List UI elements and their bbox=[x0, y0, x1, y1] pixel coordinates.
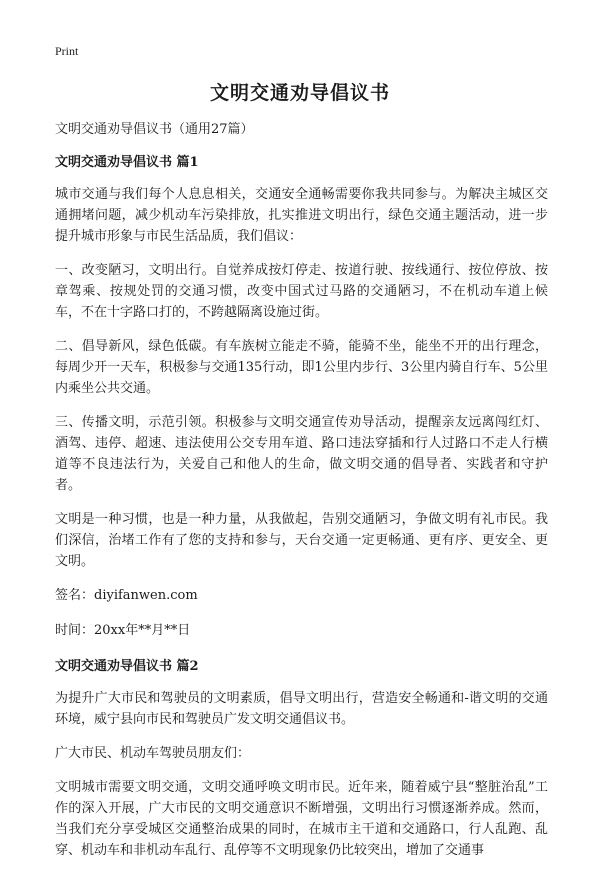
document-body bbox=[55, 118, 548, 874]
document-title: 文明交通劝导倡议书 bbox=[209, 82, 390, 104]
section-heading: 文明交通劝导倡议书 篇2 bbox=[55, 659, 199, 674]
paragraph: 一、改变陋习，文明出行。自觉养成按灯停走、按道行驶、按线通行、按位停放、按章驾乘、按规处罚的交通习惯，改变中国式过马路的交通陋习，不在机动车道上候车，不在十字路口打的，不跨越隔离设施过街。 bbox=[55, 263, 548, 320]
paragraph: 为提升广大市民和驾驶员的文明素质，倡导文明出行，营造安全畅通和-谐文明的交通环境，威宁县向市民和驾驶员广发文明交通倡议书。 bbox=[55, 691, 548, 727]
paragraph: 三、传播文明，示范引领。积极参与文明交通宣传劝导活动，提醒亲友远离闯红灯、酒驾、违停、超速、违法使用公交专用车道、路口违法穿插和行人过路口不走人行横道等不良违法行为，关爱自己和他人的生命，做文明交通的倡导者、实践者和守护者。 bbox=[55, 415, 548, 493]
signature-line: 签名：diyifanwen.com bbox=[55, 588, 198, 603]
paragraph: 文明是一种习惯，也是一种力量，从我做起，告别交通陋习，争做文明有礼市民。我们深信，治堵工作有了您的支持和参与，天台交通一定更畅通、更有序、更安全、更文明。 bbox=[55, 512, 548, 569]
salutation: 广大市民、机动车驾驶员朋友们： bbox=[55, 746, 251, 761]
paragraph: 二、倡导新风，绿色低碳。有车族树立能走不骑，能骑不坐，能坐不开的出行理念，每周少开一天车，积极参与交通135行动，即1公里内步行、3公里内骑自行车、5公里内乘坐公共交通。 bbox=[55, 339, 548, 396]
section-heading: 文明交通劝导倡议书 篇1 bbox=[55, 155, 199, 170]
document-subtitle: 文明交通劝导倡议书（通用27篇） bbox=[55, 122, 254, 137]
date-line: 时间：20xx年**月**日 bbox=[55, 623, 191, 638]
print-link[interactable]: Print bbox=[55, 44, 79, 58]
paragraph: 城市交通与我们每个人息息相关，交通安全通畅需要你我共同参与。为解决主城区交通拥堵问题，减少机动车污染排放，扎实推进文明出行，绿色交通主题活动，进一步提升城市形象与市民生活品质，我们倡议： bbox=[55, 187, 548, 244]
paragraph: 文明城市需要文明交通，文明交通呼唤文明市民。近年来，随着威宁县“整脏治乱”工作的深入开展，广大市民的文明交通意识不断增强，文明出行习惯逐渐养成。然而，当我们充分享受城区交通整治成果的同时，在城市主干道和交通路口，行人乱跑、乱穿、机动车和非机动车乱行、乱停等不文明现象仍比较突出，增加了交通事 bbox=[55, 780, 548, 858]
